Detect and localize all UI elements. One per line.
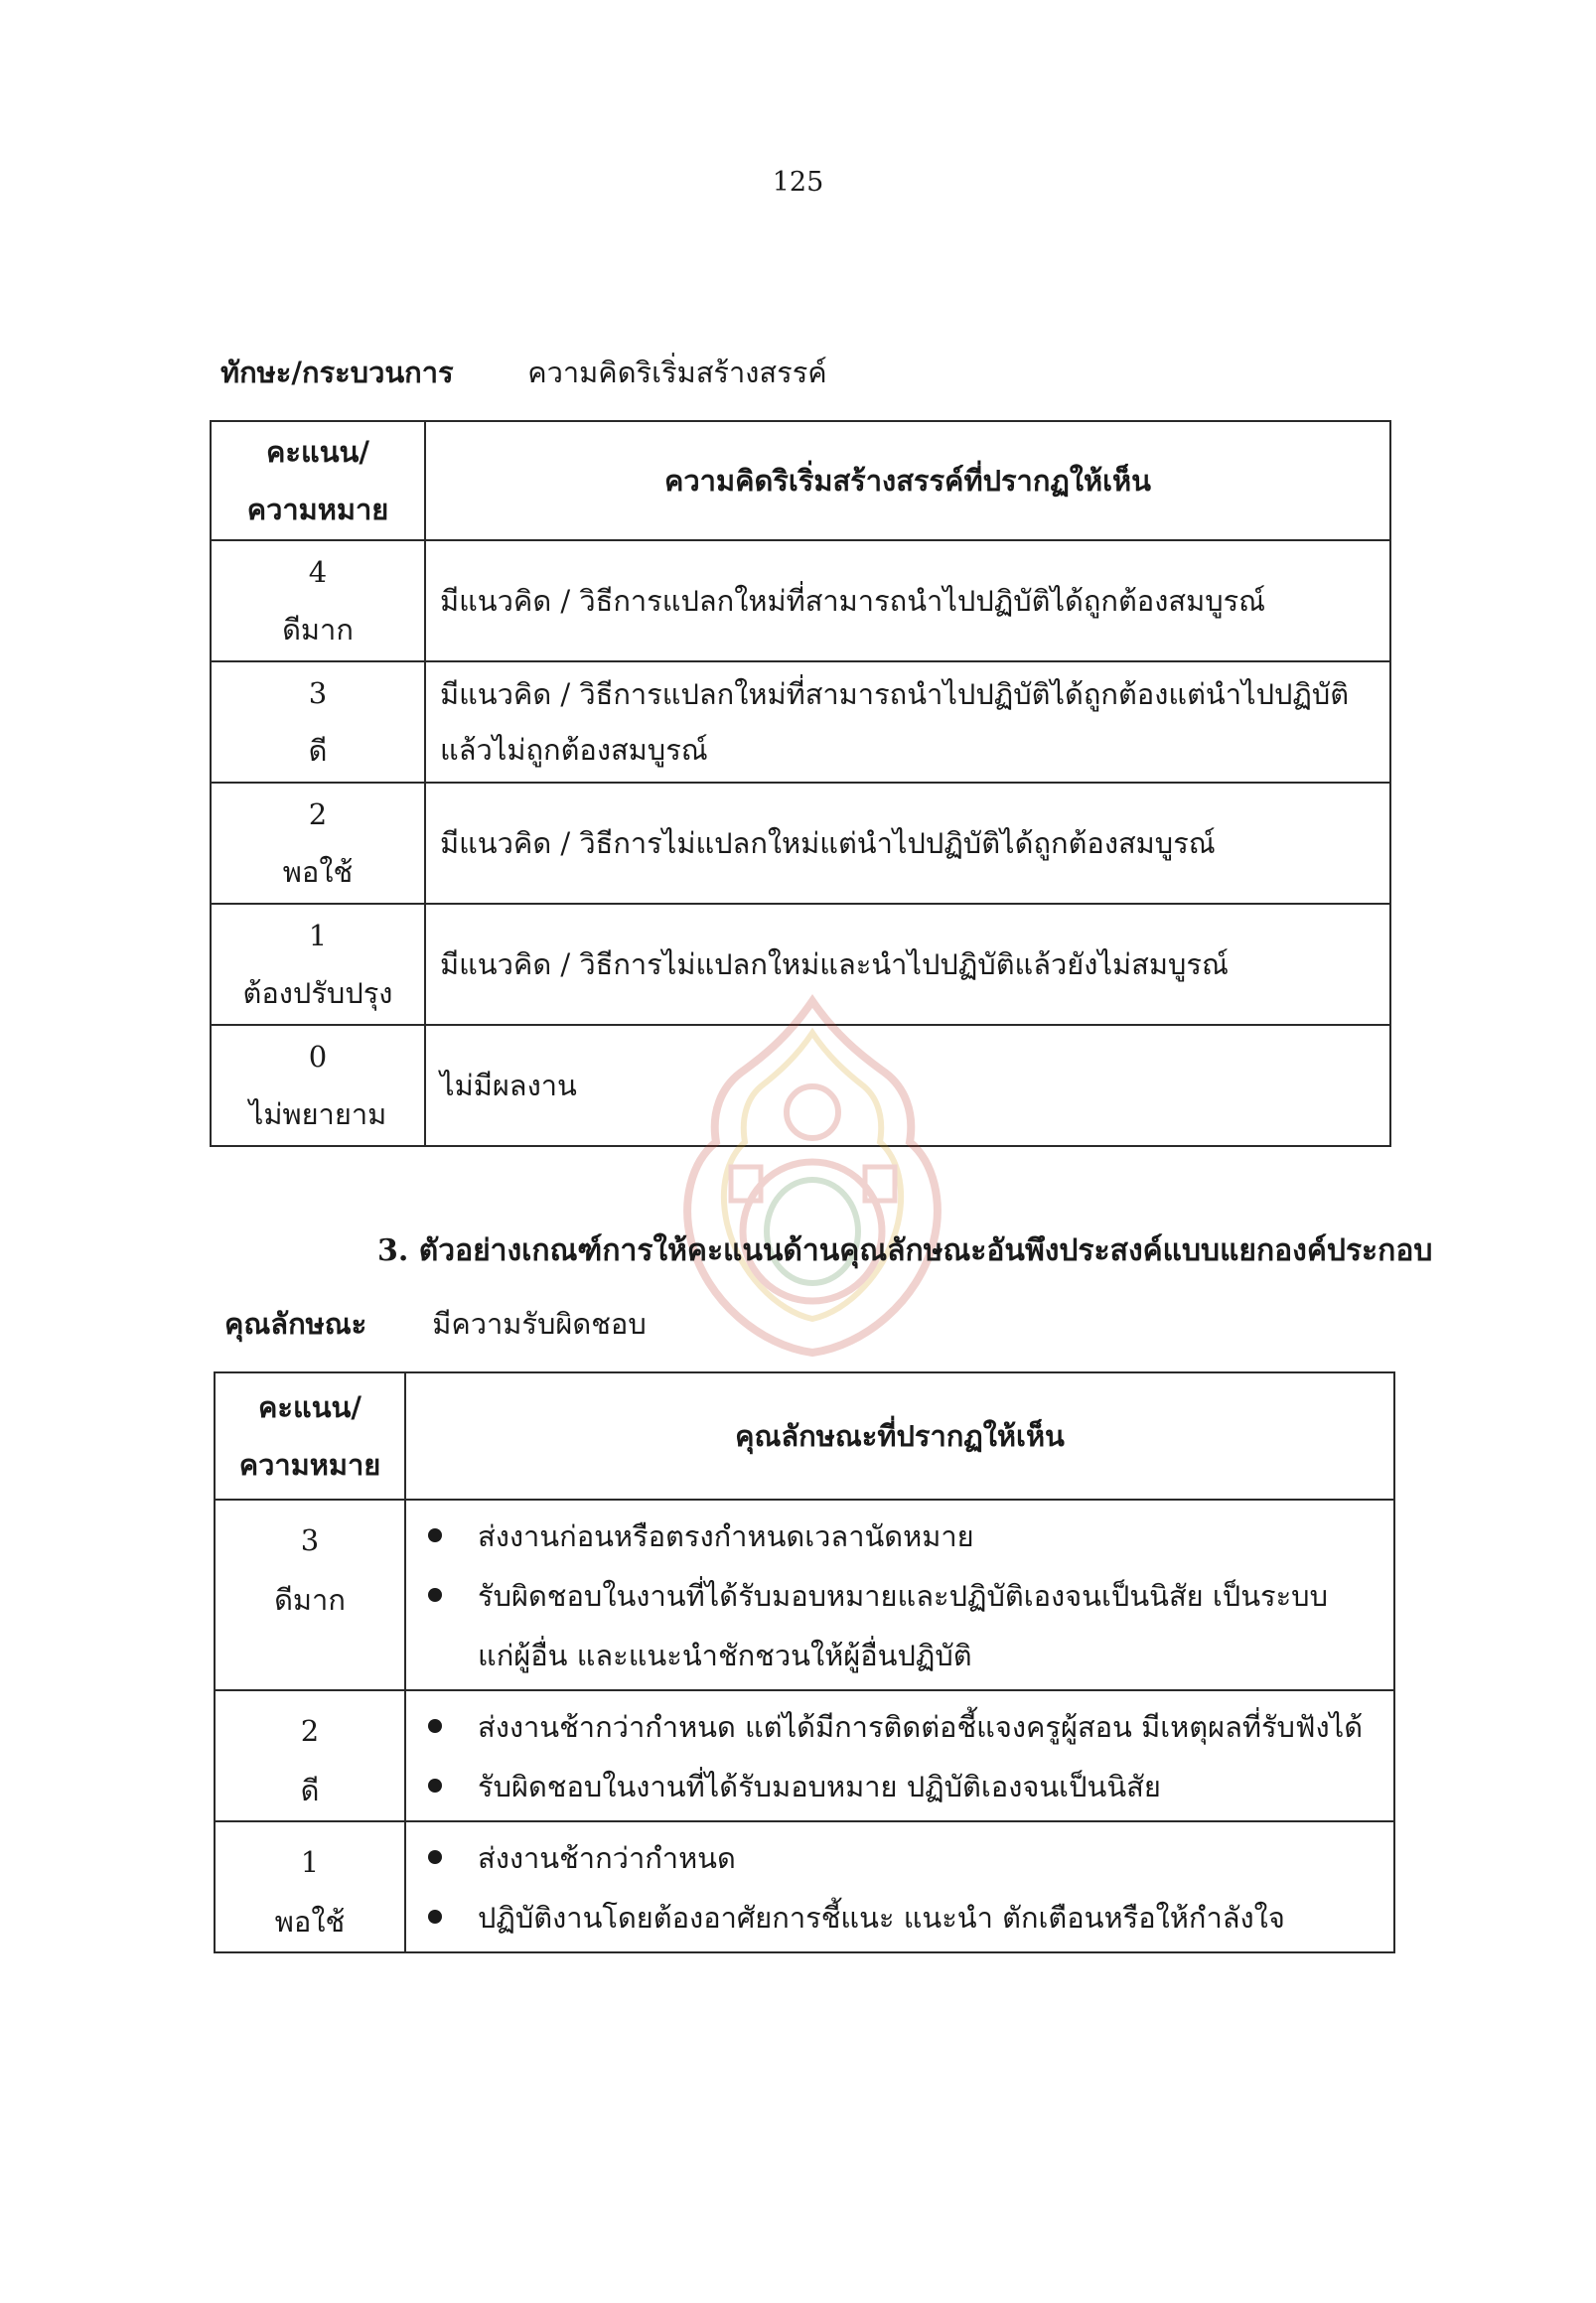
creativity-rubric-table: [210, 420, 1391, 1147]
table-row: [215, 1500, 1394, 1690]
score-value: 1: [300, 1845, 320, 1879]
score-meaning: ดีมาก: [282, 613, 354, 647]
list-item: [422, 1507, 1379, 1566]
score-meaning: ไม่พยายาม: [248, 1097, 387, 1131]
score-cell: [211, 661, 425, 783]
bullet-icon: [428, 1588, 442, 1602]
score-value: 0: [308, 1040, 328, 1074]
bullet-text: ส่งงานช้ากว่ากำหนด แต่ได้มีการติดต่อชี้แจงครูผู้สอน มีเหตุผลที่รับฟังได้: [478, 1710, 1364, 1744]
bullet-list: [422, 1697, 1379, 1816]
score-value: 3: [300, 1523, 320, 1557]
bullets-cell: [405, 1500, 1394, 1690]
table-row: [215, 1821, 1394, 1952]
bullet-text: รับผิดชอบในงานที่ได้รับมอบหมาย ปฏิบัติเองจนเป็นนิสัย: [478, 1770, 1161, 1803]
score-value: 1: [308, 919, 328, 952]
skill-label: ทักษะ/กระบวนการ: [220, 356, 454, 389]
desc-cell: มีแนวคิด / วิธีการไม่แปลกใหม่แต่นำไปปฏิบัติได้ถูกต้องสมบูรณ์: [425, 783, 1390, 904]
page-number: 125: [772, 167, 824, 198]
score-header: [211, 421, 425, 540]
desc-cell: ไม่มีผลงาน: [425, 1025, 1390, 1146]
score-value: 3: [308, 676, 328, 710]
score-header-line1: คะแนน/: [258, 1390, 362, 1424]
bullet-icon: [428, 1779, 442, 1793]
bullet-text-cont: แก่ผู้อื่น และแนะนำชักชวนให้ผู้อื่นปฏิบัติ: [478, 1639, 972, 1672]
table-header-row: [211, 421, 1390, 540]
score-meaning: ดี: [308, 734, 328, 768]
score-meaning: พอใช้: [274, 1905, 346, 1939]
score-meaning: ดีมาก: [274, 1583, 346, 1617]
table-row: [211, 540, 1390, 661]
section-3-heading: 3. ตัวอย่างเกณฑ์การให้คะแนนด้านคุณลักษณะอันพึงประสงค์แบบแยกองค์ประกอบ: [377, 1233, 1433, 1268]
table-row: [211, 783, 1390, 904]
score-meaning: ต้องปรับปรุง: [242, 976, 393, 1010]
score-header-line2: ความหมาย: [238, 1448, 381, 1482]
score-meaning: ดี: [300, 1774, 320, 1807]
score-header: [215, 1372, 405, 1500]
score-cell: [215, 1500, 405, 1690]
list-item: [422, 1697, 1379, 1757]
bullet-text: ส่งงานก่อนหรือตรงกำหนดเวลานัดหมาย: [478, 1519, 974, 1553]
desc-line-cont: แล้วไม่ถูกต้องสมบูรณ์: [440, 733, 708, 767]
trait-rubric-table: [214, 1371, 1395, 1953]
bullets-cell: [405, 1821, 1394, 1952]
list-item: [422, 1888, 1379, 1947]
desc-cell: มีแนวคิด / วิธีการแปลกใหม่ที่สามารถนำไปปฏิบัติได้ถูกต้องสมบูรณ์: [425, 540, 1390, 661]
score-header-line1: คะแนน/: [266, 435, 369, 469]
trait-value: มีความรับผิดชอบ: [432, 1307, 647, 1341]
desc-cell: มีแนวคิด / วิธีการไม่แปลกใหม่และนำไปปฏิบัติแล้วยังไม่สมบูรณ์: [425, 904, 1390, 1025]
table-row: [211, 661, 1390, 783]
score-value: 2: [308, 797, 328, 831]
score-cell: [211, 904, 425, 1025]
table-header-row: [215, 1372, 1394, 1500]
score-cell: [211, 540, 425, 661]
score-value: 4: [308, 555, 328, 589]
score-header-line2: ความหมาย: [246, 493, 389, 526]
score-meaning: พอใช้: [282, 855, 354, 889]
trait-label: คุณลักษณะ: [224, 1307, 367, 1341]
bullet-icon: [428, 1910, 442, 1924]
bullets-cell: [405, 1690, 1394, 1821]
list-item: [422, 1828, 1379, 1888]
score-cell: [215, 1821, 405, 1952]
bullet-list: [422, 1507, 1379, 1685]
list-item: [422, 1757, 1379, 1816]
score-cell: [211, 783, 425, 904]
bullet-text: ปฏิบัติงานโดยต้องอาศัยการชี้แนะ แนะนำ ตักเตือนหรือให้กำลังใจ: [478, 1901, 1285, 1935]
trait-line: [224, 1301, 647, 1347]
bullet-list: [422, 1828, 1379, 1947]
score-cell: [211, 1025, 425, 1146]
bullet-text: รับผิดชอบในงานที่ได้รับมอบหมายและปฏิบัติเองจนเป็นนิสัย เป็นระบบ: [478, 1579, 1328, 1613]
skill-value: ความคิดริเริ่มสร้างสรรค์: [527, 356, 827, 389]
desc-header: ความคิดริเริ่มสร้างสรรค์ที่ปรากฏให้เห็น: [425, 421, 1390, 540]
table-row: [215, 1690, 1394, 1821]
bullet-text: ส่งงานช้ากว่ากำหนด: [478, 1841, 736, 1875]
skill-line: [220, 350, 827, 395]
list-item: [422, 1566, 1379, 1685]
bullet-icon: [428, 1719, 442, 1733]
bullet-icon: [428, 1528, 442, 1542]
desc-cell: [425, 661, 1390, 783]
table-row: [211, 904, 1390, 1025]
bullet-icon: [428, 1850, 442, 1864]
table-row: [211, 1025, 1390, 1146]
desc-line: มีแนวคิด / วิธีการแปลกใหม่ที่สามารถนำไปปฏิบัติได้ถูกต้องแต่นำไปปฏิบัติ: [440, 677, 1350, 711]
score-cell: [215, 1690, 405, 1821]
score-value: 2: [300, 1714, 320, 1748]
desc-header: คุณลักษณะที่ปรากฏให้เห็น: [405, 1372, 1394, 1500]
